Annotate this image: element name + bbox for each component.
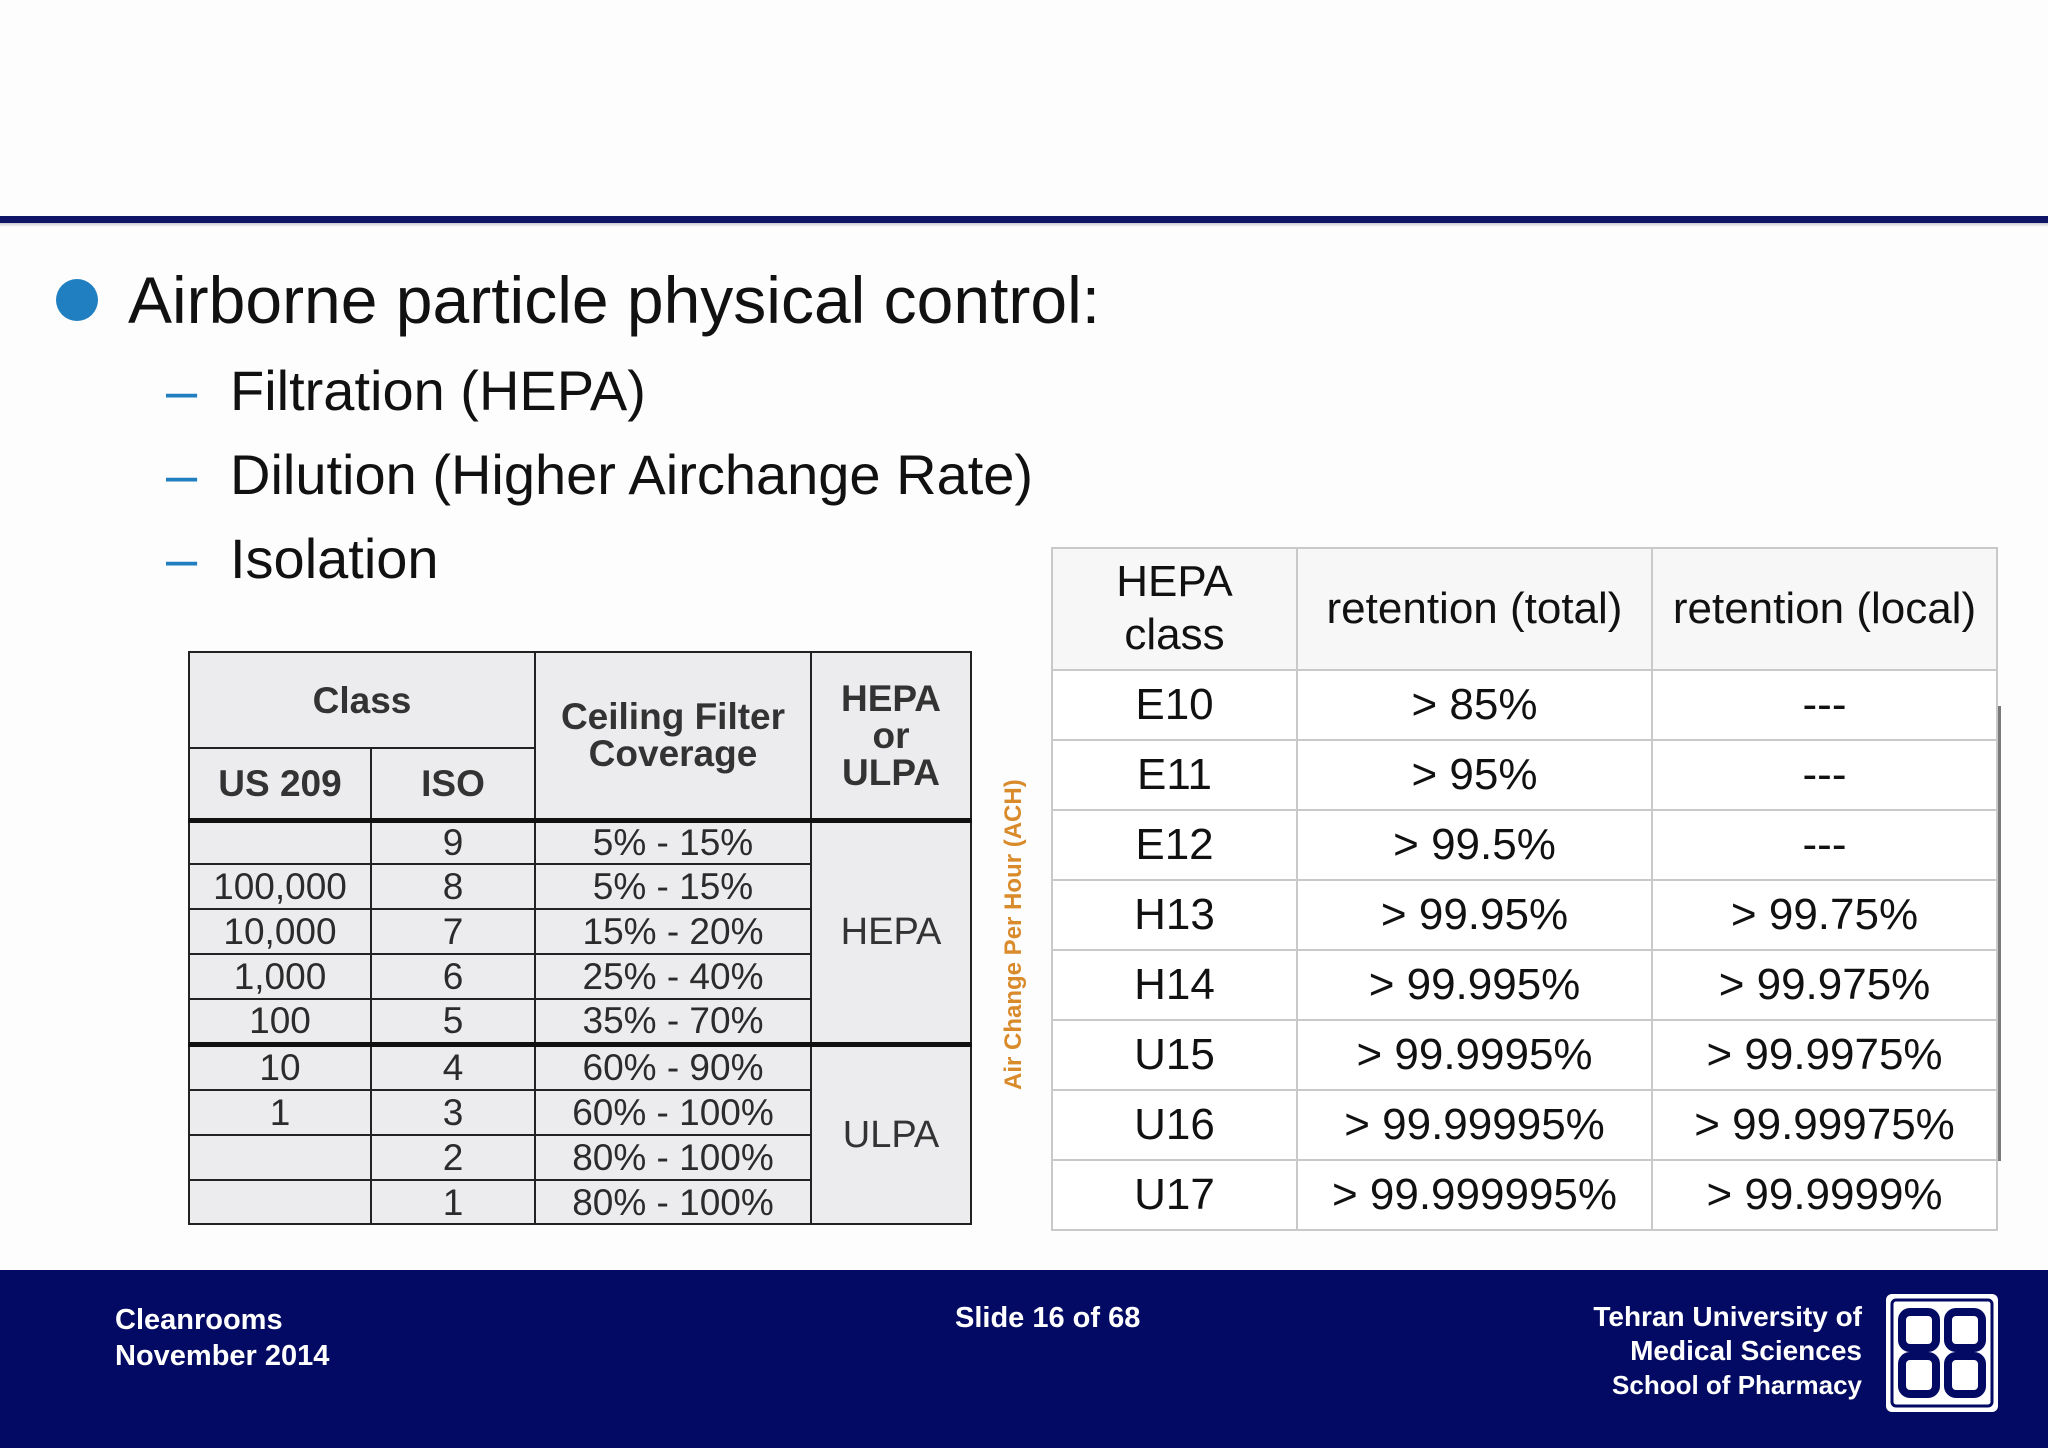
- retention-total-cell: > 85%: [1297, 670, 1652, 740]
- dash-icon: –: [166, 443, 198, 506]
- iso-cell: 1: [371, 1180, 535, 1224]
- institution-line3: School of Pharmacy: [1612, 1370, 1862, 1400]
- hepa-class-header-line1: HEPA: [1116, 557, 1233, 607]
- us209-cell: 1: [189, 1090, 371, 1135]
- dash-icon: –: [166, 527, 198, 590]
- retention-total-cell: > 95%: [1297, 740, 1652, 810]
- iso-cell: 4: [371, 1044, 535, 1090]
- filter-header-line2: or: [872, 714, 910, 756]
- us209-cell: [189, 1180, 371, 1224]
- iso-cell: 2: [371, 1135, 535, 1180]
- institution-line2: Medical Sciences: [1630, 1335, 1862, 1366]
- iso-cell: 9: [371, 820, 535, 864]
- retention-local-cell: > 99.99975%: [1652, 1090, 1997, 1160]
- us209-header: US 209: [189, 748, 371, 820]
- iso-header: ISO: [371, 748, 535, 820]
- slide-footer: [0, 1270, 2048, 1448]
- coverage-cell: 80% - 100%: [535, 1180, 811, 1224]
- footer-date: November 2014: [115, 1340, 330, 1372]
- coverage-cell: 5% - 15%: [535, 820, 811, 864]
- bullet-dot-icon: [56, 279, 98, 321]
- retention-local-cell: ---: [1652, 670, 1997, 740]
- main-bullet-text: Airborne particle physical control:: [128, 263, 1101, 337]
- hepa-class-table: [1051, 547, 1998, 1231]
- coverage-cell: 15% - 20%: [535, 909, 811, 954]
- us209-cell: 1,000: [189, 954, 371, 999]
- us209-cell: 100,000: [189, 864, 371, 909]
- hepa-class-cell: E10: [1052, 670, 1297, 740]
- sub-bullet-dilution: [166, 442, 1033, 507]
- hepa-class-cell: U17: [1052, 1160, 1297, 1230]
- sub-bullet-text: Filtration (HEPA): [230, 359, 646, 422]
- class-header: Class: [189, 652, 535, 748]
- sub-bullet-text: Dilution (Higher Airchange Rate): [230, 443, 1034, 506]
- hepa-class-cell: H14: [1052, 950, 1297, 1020]
- coverage-header: [535, 652, 811, 820]
- filter-header-line1: HEPA: [840, 677, 942, 719]
- hepa-class-cell: E12: [1052, 810, 1297, 880]
- footer-institution: [1593, 1300, 1862, 1402]
- retention-local-cell: ---: [1652, 810, 1997, 880]
- sub-bullet-text: Isolation: [230, 527, 439, 590]
- header-rule: [0, 216, 2048, 223]
- retention-local-header: retention (local): [1652, 548, 1997, 670]
- us209-cell: [189, 820, 371, 864]
- iso-cell: 6: [371, 954, 535, 999]
- coverage-cell: 80% - 100%: [535, 1135, 811, 1180]
- hepa-class-header: [1052, 548, 1297, 670]
- dash-icon: –: [166, 359, 198, 422]
- hepa-group-cell: HEPA: [811, 820, 971, 1044]
- cleanroom-class-table: [188, 651, 972, 1225]
- retention-local-cell: > 99.975%: [1652, 950, 1997, 1020]
- filter-header-line3: ULPA: [842, 751, 940, 793]
- coverage-cell: 25% - 40%: [535, 954, 811, 999]
- main-bullet: [56, 262, 1100, 338]
- university-logo-icon: [1886, 1294, 1998, 1412]
- retention-total-cell: > 99.999995%: [1297, 1160, 1652, 1230]
- sub-bullet-isolation: [166, 526, 439, 591]
- slide-number: Slide 16 of 68: [955, 1302, 1141, 1334]
- footer-left: [115, 1302, 329, 1374]
- hepa-class-cell: U15: [1052, 1020, 1297, 1090]
- retention-total-cell: > 99.9995%: [1297, 1020, 1652, 1090]
- us209-cell: 10: [189, 1044, 371, 1090]
- iso-cell: 8: [371, 864, 535, 909]
- hepa-class-cell: U16: [1052, 1090, 1297, 1160]
- filter-type-header: [811, 652, 971, 820]
- iso-cell: 7: [371, 909, 535, 954]
- retention-total-cell: > 99.95%: [1297, 880, 1652, 950]
- institution-line1: Tehran University of: [1593, 1301, 1862, 1332]
- hepa-class-cell: E11: [1052, 740, 1297, 810]
- retention-total-header: retention (total): [1297, 548, 1652, 670]
- retention-total-cell: > 99.995%: [1297, 950, 1652, 1020]
- retention-total-cell: > 99.99995%: [1297, 1090, 1652, 1160]
- us209-cell: [189, 1135, 371, 1180]
- retention-local-cell: > 99.9975%: [1652, 1020, 1997, 1090]
- retention-local-cell: > 99.9999%: [1652, 1160, 1997, 1230]
- chart-axis-label: Air Change Per Hour (ACH): [1000, 779, 1027, 1090]
- us209-cell: 10,000: [189, 909, 371, 954]
- retention-local-cell: ---: [1652, 740, 1997, 810]
- coverage-cell: 35% - 70%: [535, 999, 811, 1044]
- retention-local-cell: > 99.75%: [1652, 880, 1997, 950]
- sub-bullet-filtration: [166, 358, 646, 423]
- iso-cell: 5: [371, 999, 535, 1044]
- retention-total-cell: > 99.5%: [1297, 810, 1652, 880]
- coverage-cell: 60% - 90%: [535, 1044, 811, 1090]
- hepa-class-cell: H13: [1052, 880, 1297, 950]
- hepa-class-header-line2: class: [1124, 610, 1225, 659]
- us209-cell: 100: [189, 999, 371, 1044]
- header-rule-shadow: [0, 223, 2048, 227]
- footer-course: Cleanrooms: [115, 1304, 283, 1336]
- coverage-cell: 60% - 100%: [535, 1090, 811, 1135]
- ulpa-group-cell: ULPA: [811, 1044, 971, 1224]
- coverage-header-line1: Ceiling Filter: [560, 696, 786, 738]
- coverage-header-line2: Coverage: [588, 733, 758, 775]
- iso-cell: 3: [371, 1090, 535, 1135]
- coverage-cell: 5% - 15%: [535, 864, 811, 909]
